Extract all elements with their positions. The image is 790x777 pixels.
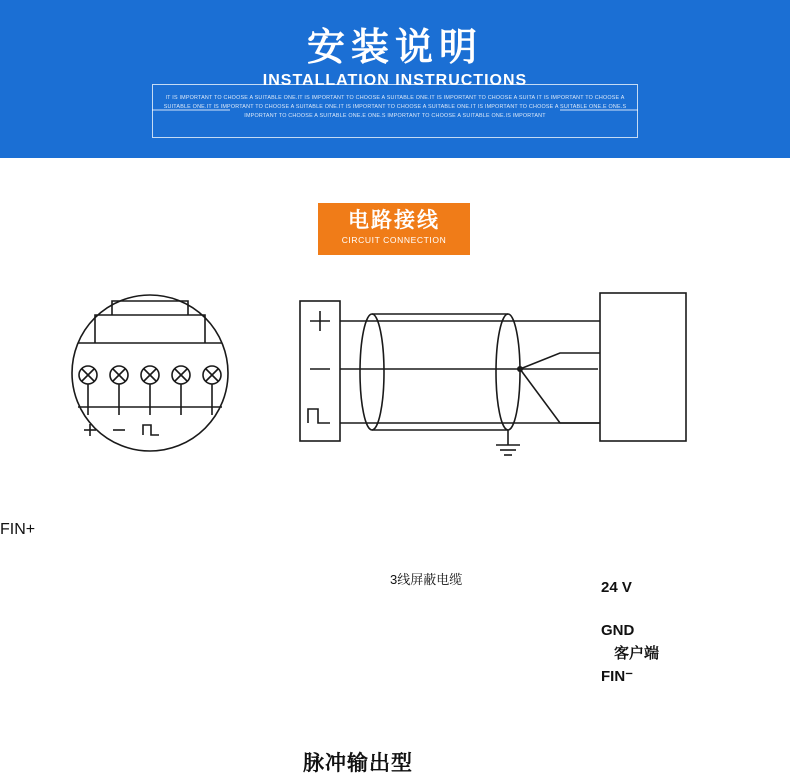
transmitter-symbols: [308, 311, 330, 423]
label-24v: 24 V: [601, 579, 632, 596]
section-title-cn: 电路接线: [348, 209, 440, 232]
page-title: 安装说明: [306, 27, 483, 69]
label-fin-minus: FIN⁻: [601, 668, 634, 685]
label-gnd: GND: [601, 622, 635, 639]
cable-label: 3线屏蔽电缆: [390, 572, 463, 587]
junction-dot: [517, 366, 523, 372]
branch-fin-minus: [520, 353, 600, 369]
wiring-diagram-svg: [0, 275, 790, 521]
diagram-caption: 脉冲输出型: [303, 752, 413, 775]
section-title-en: CIRCUIT CONNECTION: [341, 235, 447, 245]
banner-decoration: [0, 0, 790, 158]
branch-fin-plus: [520, 369, 600, 423]
label-customer: 客户端: [614, 645, 660, 662]
shield-left-end: [360, 314, 384, 430]
wiring-diagram: [0, 275, 790, 775]
shield-right-end: [496, 314, 520, 430]
header-banner: [0, 0, 790, 158]
banner-fineprint: IT IS IMPORTANT TO CHOOSE A SUITABLE ONE.IT IS IMPORTANT TO CHOOSE A SUITABLE ONE.IT IS IMPORTANT TO CHOOSE A SUITA IT IS IMPORTANT TO CHOOSE A SUITABLE ONE.IT IS IMPORTANT TO CHOOSE A SUITABLE ONE.IT IS IMPORTANT TO CHOOSE A SUITABLE ONE.IT IS IMPORTANT TO CHOOSE A SUITABLE ONE.E ONE.S IMPORTANT TO CHOOSE A SUITABLE ONE.E ONE.S IMPORTANT TO CHOOSE A SUITABLE ONE.IS IMPORTANT: [163, 95, 627, 119]
terminal-screws: [79, 366, 221, 384]
page-subtitle: INSTALLATION INSTRUCTIONS: [262, 72, 528, 89]
section-title-banner: [318, 203, 470, 255]
label-fin-plus: FIN+: [0, 521, 36, 538]
customer-terminal-box: [600, 293, 686, 441]
